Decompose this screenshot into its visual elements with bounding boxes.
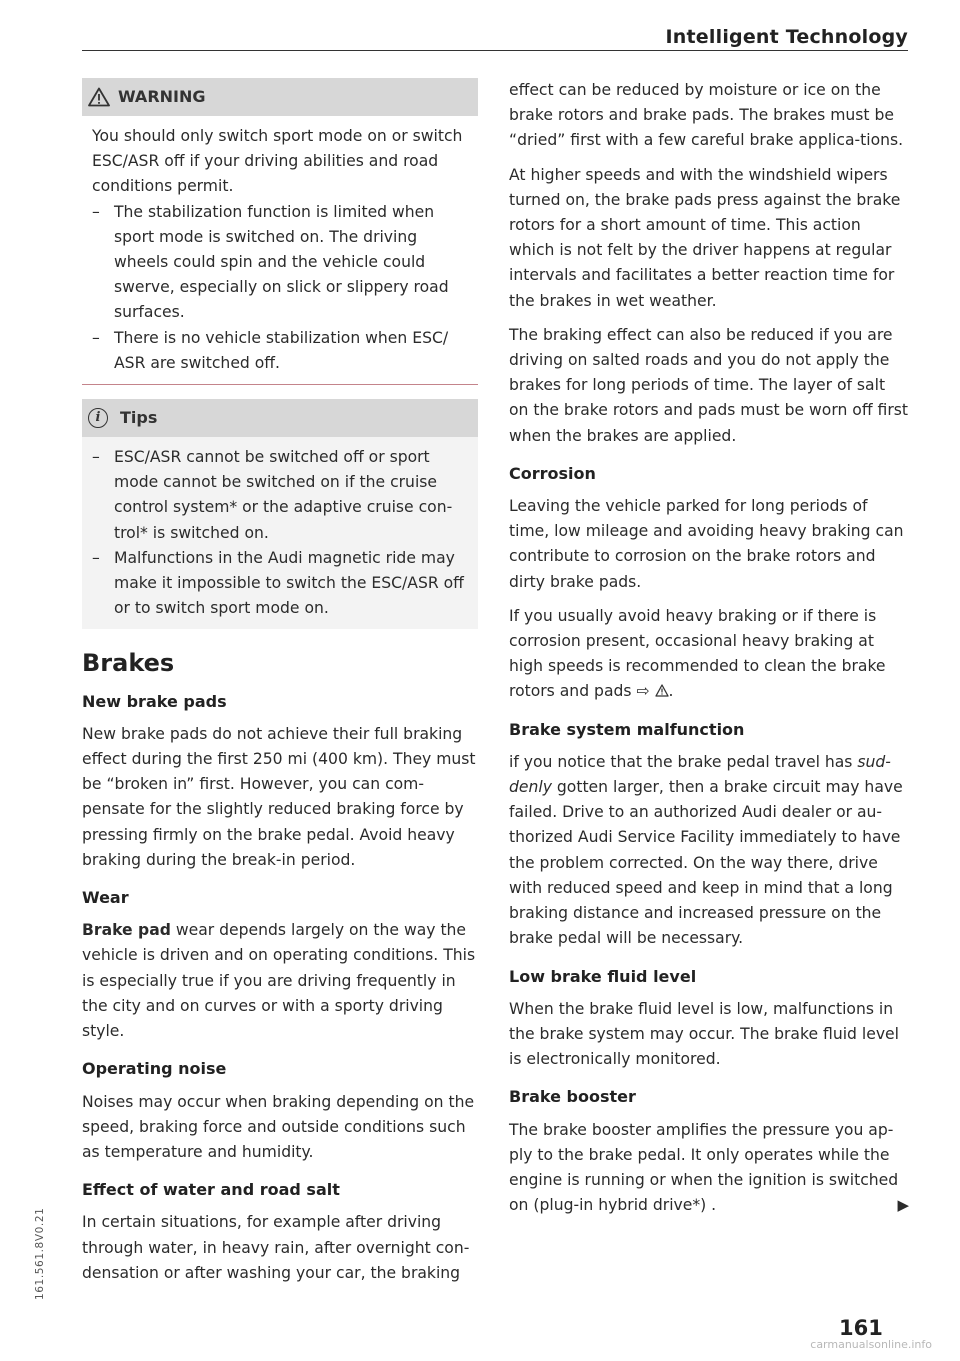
watermark: carmanualsonline.info xyxy=(810,1338,932,1351)
paragraph-operating-noise: Noises may occur when braking depending on the speed, braking force and outside conditions such as temperature and humidity. xyxy=(82,1092,475,1161)
heading-wear: Wear xyxy=(82,888,129,908)
paragraph-new-brake-pads: New brake pads do not achieve their full braking effect during the first 250 mi (400 km). They must be “broken in” first. However, you can com-pensate for the slightly reduced braking force by pressing firmly on the brake pedal. Avoid heavy braking during the break-in period. xyxy=(82,724,476,869)
heading-low-brake-fluid: Low brake fluid level xyxy=(509,966,697,986)
tips-body xyxy=(82,437,478,629)
warning-list xyxy=(92,200,470,376)
tips-box xyxy=(82,399,478,629)
heading-brake-malfunction: Brake system malfunction xyxy=(509,719,745,739)
heading-brake-booster: Brake booster xyxy=(509,1087,636,1107)
continue-arrow-icon: ▶ xyxy=(897,1196,909,1215)
paragraph-low-brake-fluid: When the brake fluid level is low, malfunctions in the brake system may occur. The brake fluid level is electronically monitored. xyxy=(509,999,899,1069)
right-column xyxy=(509,78,909,1227)
corrosion-text-2: If you usually avoid heavy braking or if there is corrosion present, occasional heavy braking at high speeds is recommended to clean the brake rotors and pads ⇨ xyxy=(509,606,886,701)
paragraph-brake-booster xyxy=(509,1118,909,1219)
heading-water-salt: Effect of water and road salt xyxy=(82,1180,340,1200)
info-icon: i xyxy=(88,408,108,428)
heading-operating-noise: Operating noise xyxy=(82,1059,227,1079)
warning-triangle-icon xyxy=(88,87,110,107)
paragraph-wear xyxy=(82,918,478,1044)
paragraph-corrosion-2 xyxy=(509,604,909,705)
running-header: Intelligent Technology xyxy=(665,26,908,48)
left-column xyxy=(82,78,478,1295)
heading-new-brake-pads: New brake pads xyxy=(82,691,227,711)
paragraph-brake-malfunction xyxy=(509,750,909,952)
tips-header xyxy=(82,399,478,437)
paragraph-water-salt: In certain situations, for example after driving through water, in heavy rain, after overnight con-densation or after washing your car, the braking xyxy=(82,1213,470,1282)
warning-item: – The stabilization function is limited when sport mode is switched on. The driving wheels could spin and the vehicle could swerve, especially on slick or slippery road surfaces. xyxy=(92,200,470,326)
tips-list xyxy=(92,445,470,621)
tips-title: Tips xyxy=(120,408,158,428)
tips-item: – ESC/ASR cannot be switched off or sport mode cannot be switched on if the cruise control system* or the adaptive cruise con-trol* is switched on. xyxy=(92,445,470,546)
header-rule xyxy=(82,50,908,51)
heading-corrosion: Corrosion xyxy=(509,463,596,483)
section-title-brakes: Brakes xyxy=(82,649,175,678)
malfunction-post: gotten larger, then a brake circuit may have failed. Drive to an authorized Audi dealer or au-thorized Audi Service Facility immediately to have the problem corrected. On the way there, drive with reduced speed and keep in mind that a long braking distance and increased pressure on the brake pedal will be necessary. xyxy=(509,778,903,948)
corrosion-text-2-end: . xyxy=(668,682,674,701)
wear-text: wear depends largely on the way the vehicle is driven and on operating conditions. This is especially true if you are driving frequently in the city and on curves or with a sporty driving style. xyxy=(82,921,476,1041)
side-code: 161.561.8V0.21 xyxy=(34,1207,46,1300)
warning-reference-icon[interactable] xyxy=(655,684,669,697)
warning-box xyxy=(82,78,478,385)
paragraph-wipers: At higher speeds and with the windshield wipers turned on, the brake pads press against the brake rotors for a short amount of time. This action which is not felt by the driver happens at regular intervals and facilitates a better reaction time for the brakes in wet weather. xyxy=(509,165,901,310)
malfunction-pre: if you notice that the brake pedal travel has xyxy=(509,752,858,771)
warning-header xyxy=(82,78,478,116)
malfunction-italic: sud-denly xyxy=(509,752,891,797)
paragraph-salt: The braking effect can also be reduced if you are driving on salted roads and you do not apply the brakes for long periods of time. The layer of salt on the brake rotors and pads must be worn off first when the brakes are applied. xyxy=(509,325,909,445)
booster-text: The brake booster amplifies the pressure you ap-ply to the brake pedal. It only operates while the engine is running or when the ignition is switched on (plug-in hybrid drive*) . xyxy=(509,1120,899,1215)
warning-item: – There is no vehicle stabilization when ESC/ ASR are switched off. xyxy=(92,326,470,376)
tips-item: – Malfunctions in the Audi magnetic ride may make it impossible to switch the ESC/ASR off or to switch sport mode on. xyxy=(92,546,470,622)
wear-bold-term: Brake pad xyxy=(82,921,171,940)
paragraph-water-cont: effect can be reduced by moisture or ice on the brake rotors and brake pads. The brakes must be “dried” first with a few careful brake applica-tions. xyxy=(509,81,904,150)
warning-title: WARNING xyxy=(118,87,206,107)
page-number: 161 xyxy=(839,1316,883,1340)
warning-body xyxy=(82,116,478,384)
paragraph-corrosion: Leaving the vehicle parked for long periods of time, low mileage and avoiding heavy braking can contribute to corrosion on the brake rotors and dirty brake pads. xyxy=(509,497,904,591)
warning-intro: You should only switch sport mode on or switch ESC/ASR off if your driving abilities and road conditions permit. xyxy=(92,127,463,196)
